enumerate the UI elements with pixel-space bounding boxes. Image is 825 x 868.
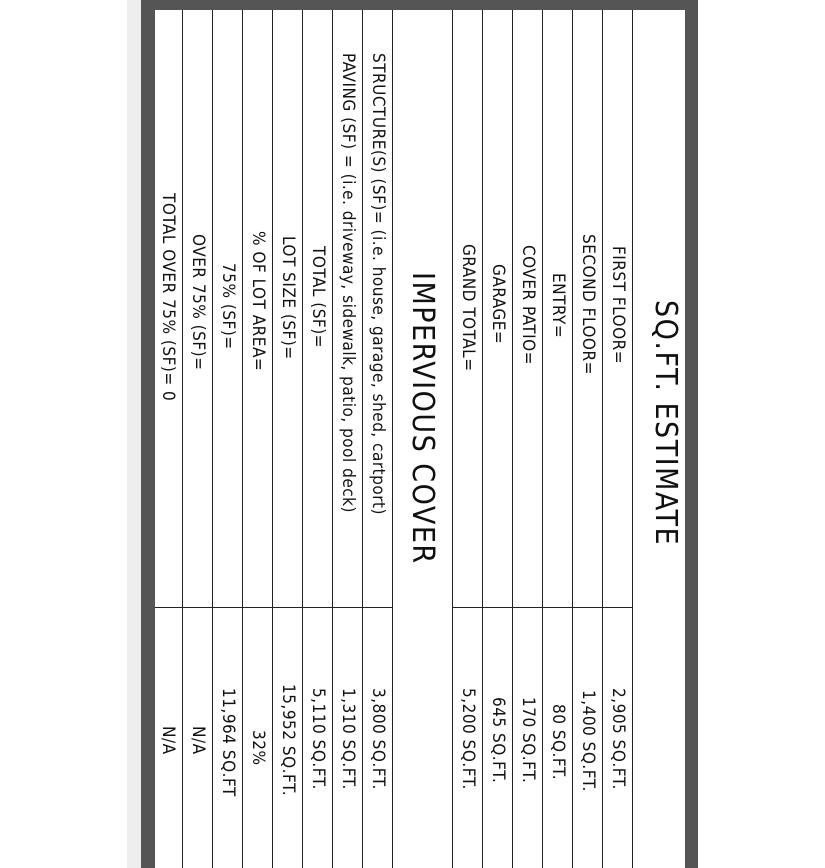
entry-label: ENTRY= [548,273,568,339]
grid-line [602,10,603,868]
total-label: TOTAL (SF)= [308,246,328,348]
lot-size-value: 15,952 SQ.FT. [278,684,298,797]
structures-value: 3,800 SQ.FT. [368,688,388,790]
over-75-value: N/A [188,726,208,755]
lot-size-label: LOT SIZE (SF)= [278,236,298,360]
grid-line [332,10,333,868]
grid-line [392,10,393,868]
cover-patio-value: 170 SQ.FT. [518,697,538,784]
structures-label: STRUCTURE(S) (SF)= (i.e. house, garage, shed, cartport) [368,53,388,515]
grid-line [452,607,632,608]
garage-label: GARAGE= [488,264,508,345]
grid-line [512,10,513,868]
first-floor-label: FIRST FLOOR= [608,246,628,365]
grid-line [632,10,633,868]
grand-total-value: 5,200 SQ.FT. [458,688,478,790]
total-value: 5,110 SQ.FT. [308,688,328,790]
grid-line [362,10,363,868]
left-gutter [127,0,141,868]
frame-border-right [685,0,698,868]
seventy-five-percent-value: 11,964 SQ.FT [218,688,238,797]
grid-line [542,10,543,868]
paving-value: 1,310 SQ.FT. [338,688,358,790]
grid-line [272,10,273,868]
grid-line [182,10,183,868]
total-over-75-value: N/A [158,726,178,755]
entry-value: 80 SQ.FT. [548,704,568,781]
grid-line [302,10,303,868]
cover-patio-label: COVER PATIO= [518,245,538,365]
impervious-cover-title: IMPERVIOUS COVER [405,272,440,565]
grid-line [572,10,573,868]
lot-area-percent-value: 32% [248,730,268,766]
grid-line [452,10,453,868]
second-floor-value: 1,400 SQ.FT. [578,690,598,792]
sqft-estimate-title: SQ.FT. ESTIMATE [648,300,683,547]
over-75-label: OVER 75% (SF)= [188,234,208,371]
grid-line [482,10,483,868]
seventy-five-percent-label: 75% (SF)= [218,263,238,350]
garage-value: 645 SQ.FT. [488,697,508,784]
paving-label: PAVING (SF) = (i.e. driveway, sidewalk, patio, pool deck) [338,53,358,513]
lot-area-percent-label: % OF LOT AREA= [248,231,268,372]
first-floor-value: 2,905 SQ.FT. [608,688,628,790]
second-floor-label: SECOND FLOOR= [578,234,598,375]
grid-line [212,10,213,868]
grid-line [242,10,243,868]
frame-border-top [155,0,685,10]
grand-total-label: GRAND TOTAL= [458,244,478,372]
grid-line [155,607,392,608]
frame-border-left [141,0,155,868]
total-over-75-label: TOTAL OVER 75% (SF)= 0 [158,193,178,402]
